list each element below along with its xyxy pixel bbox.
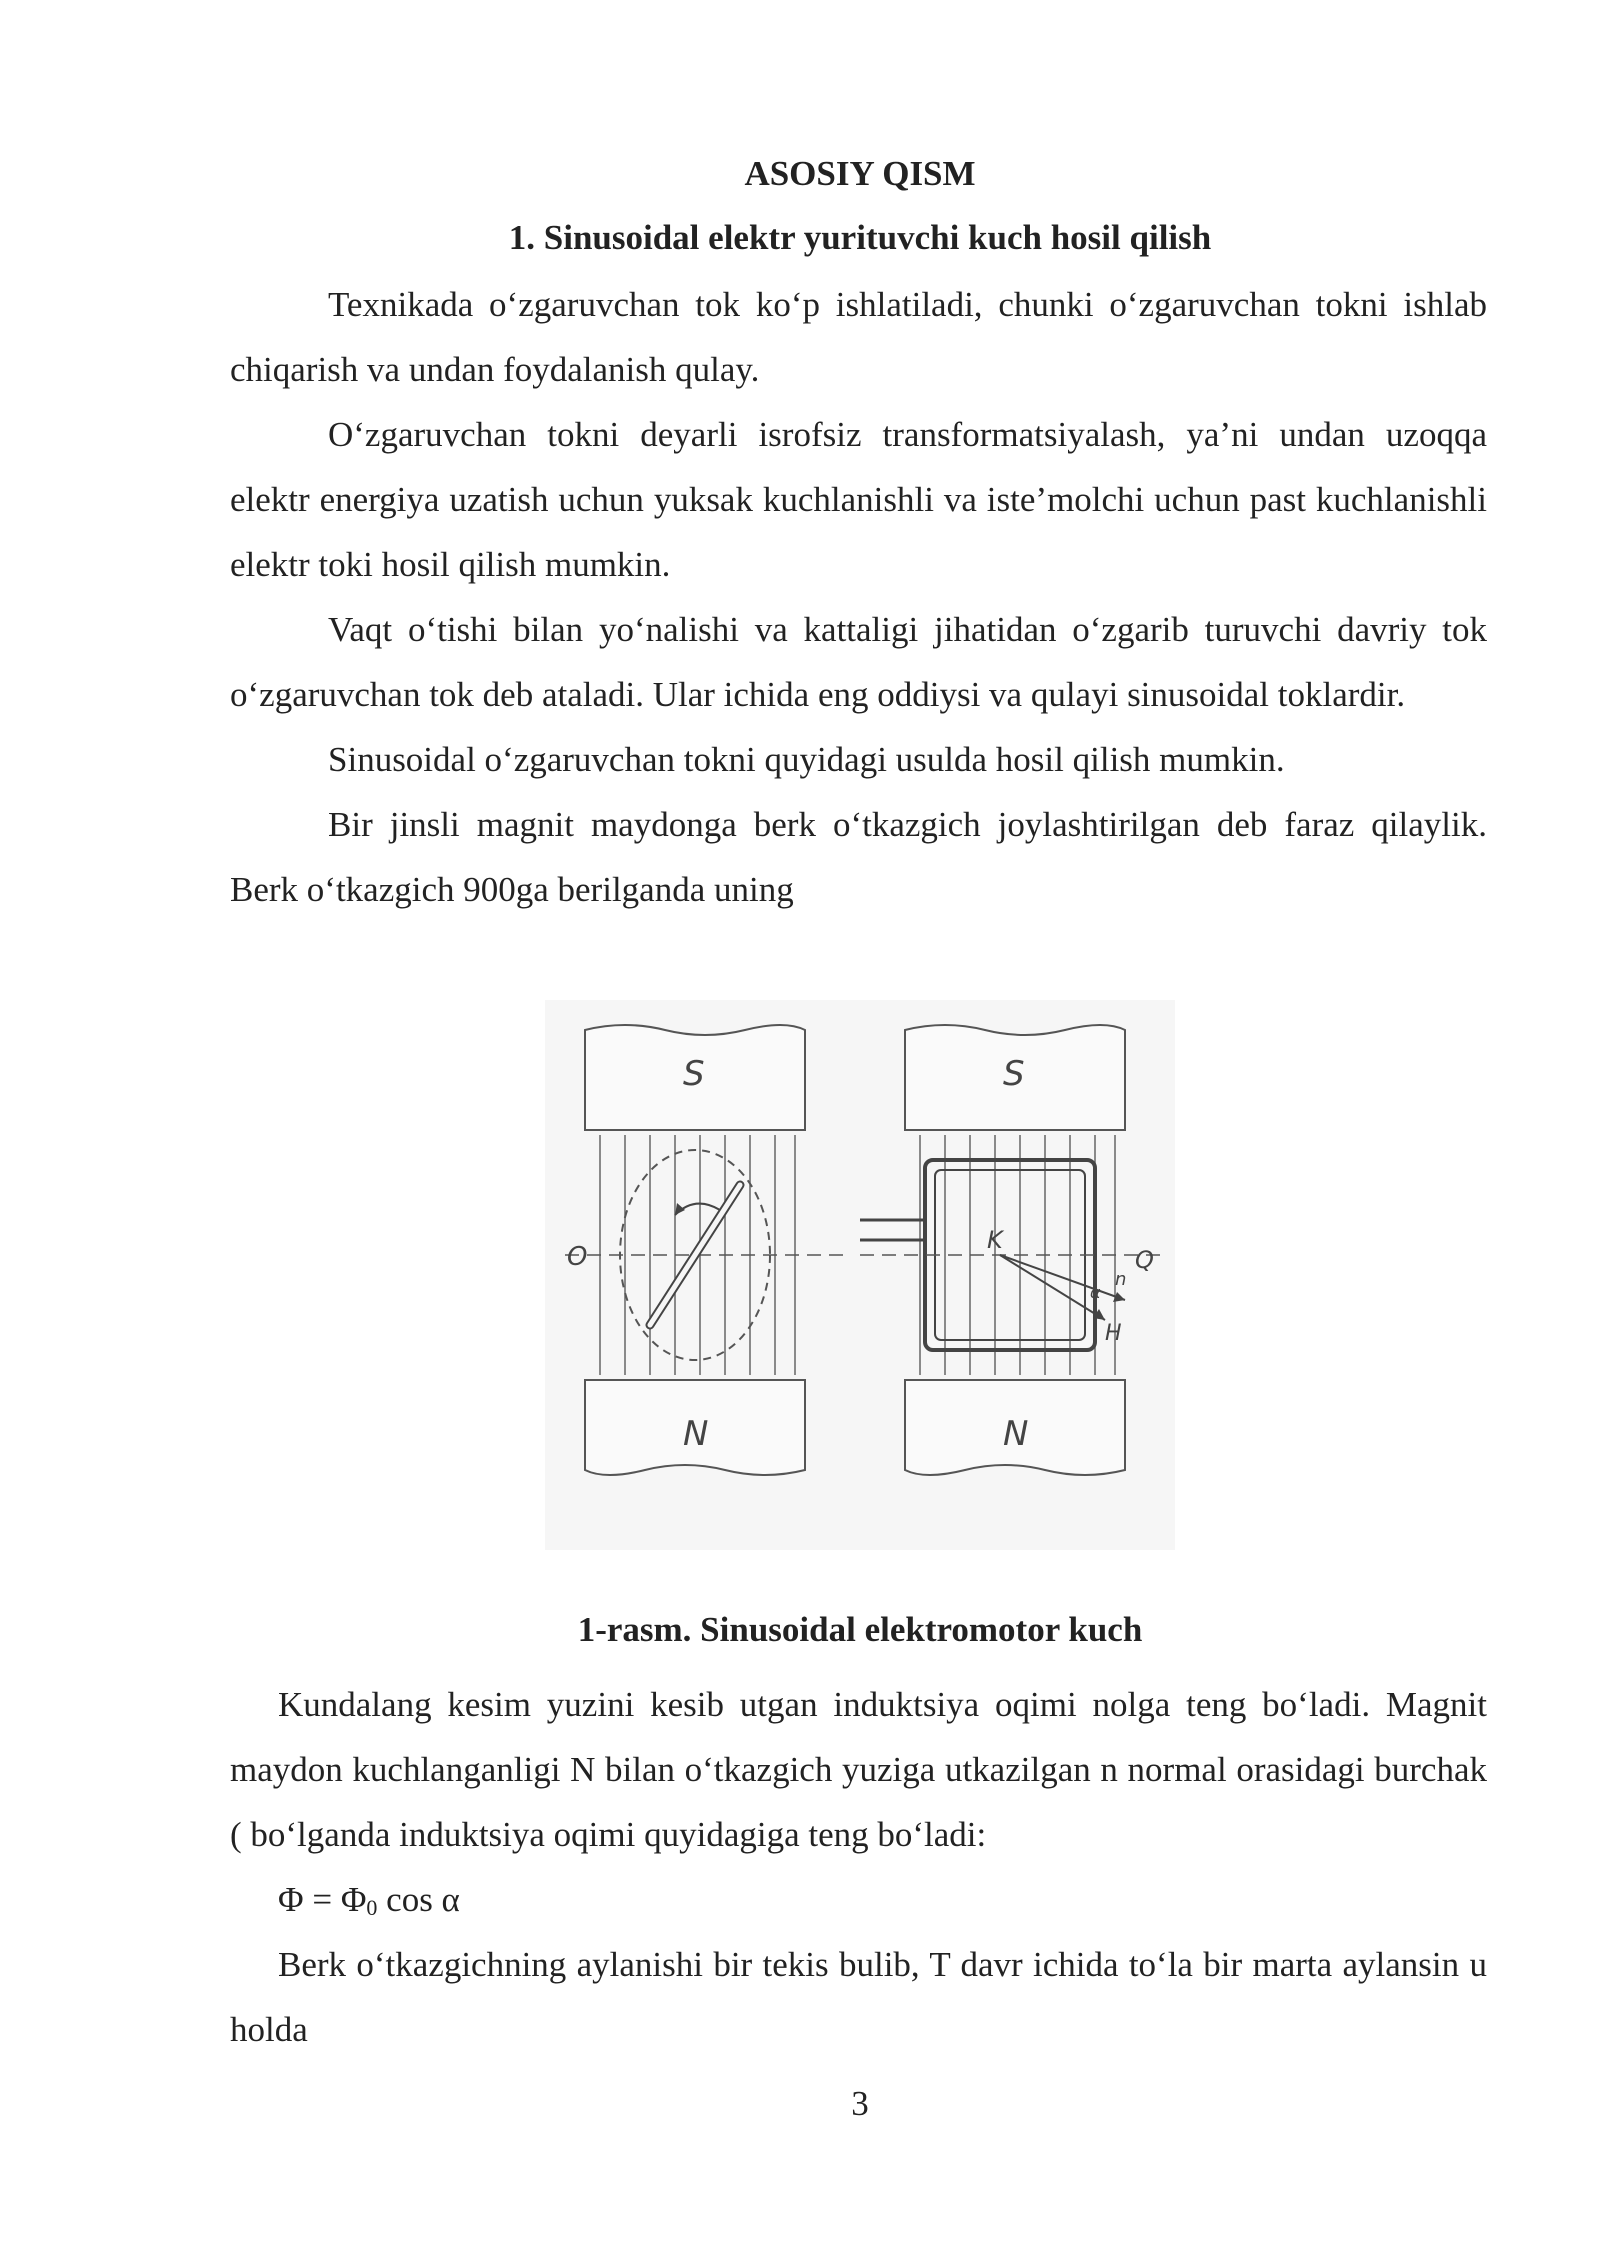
paragraph: Vaqt o‘tishi bilan yo‘nalishi va kattaligi jihatidan o‘zgarib turuvchi davriy tok o‘zgaruvchan tok deb ataladi. Ular ichida eng oddiysi va qulayi sinusoidal toklardir.	[230, 610, 1487, 714]
figure-diagram	[545, 1000, 1175, 1550]
paragraph: O‘zgaruvchan tokni deyarli isrofsiz transformatsiyalash, ya’ni undan uzoqqa elektr energiya uzatish uchun yuksak kuchlanishli va iste’molchi uchun past kuchlanishli elektr toki hosil qilish mumkin.	[230, 415, 1487, 584]
paragraph: Kundalang kesim yuzini kesib utgan induktsiya oqimi nolga teng bo‘ladi. Magnit maydon kuchlanganligi N bilan o‘tkazgich yuziga utkazilgan n normal orasidagi burchak ( bo‘lganda induktsiya oqimi quyidagiga teng bo‘ladi:	[230, 1685, 1487, 1854]
label-k: K	[987, 1226, 1003, 1254]
intro-text	[230, 272, 1487, 922]
paragraph: Sinusoidal o‘zgaruvchan tokni quyidagi usulda hosil qilish mumkin.	[328, 740, 1285, 779]
formula: $\Phi = \Phi_0$ cos α	[278, 1880, 460, 1920]
after-figure-text	[230, 1672, 1487, 1867]
label-h: H	[1105, 1321, 1122, 1346]
section-title: ASOSIY QISM	[744, 154, 976, 193]
label-n-left: N	[683, 1414, 709, 1454]
label-n-right: N	[1003, 1414, 1029, 1454]
label-o: O	[567, 1242, 588, 1272]
paragraph: Bir jinsli magnit maydonga berk o‘tkazgich joylashtirilgan deb faraz qilaylik. Berk o‘tkazgich 900ga berilganda uning	[230, 805, 1487, 909]
subsection-title: 1. Sinusoidal elektr yurituvchi kuch hosil qilish	[508, 218, 1212, 257]
last-paragraph-block	[230, 1932, 1487, 2062]
page-number: 3	[851, 2084, 869, 2123]
paragraph: Berk o‘tkazgichning aylanishi bir tekis bulib, T davr ichida to‘la bir marta aylansin u holda	[230, 1945, 1487, 2049]
label-s-left: S	[683, 1054, 705, 1094]
figure-caption: 1-rasm. Sinusoidal elektromotor kuch	[577, 1610, 1143, 1649]
label-n-normal: n	[1115, 1269, 1127, 1290]
label-alpha: α	[1090, 1283, 1101, 1302]
label-q: Q	[1135, 1246, 1154, 1274]
label-s-right: S	[1003, 1054, 1025, 1094]
paragraph: Texnikada o‘zgaruvchan tok ko‘p ishlatiladi, chunki o‘zgaruvchan tokni ishlab chiqarish va undan foydalanish qulay.	[230, 285, 1487, 389]
